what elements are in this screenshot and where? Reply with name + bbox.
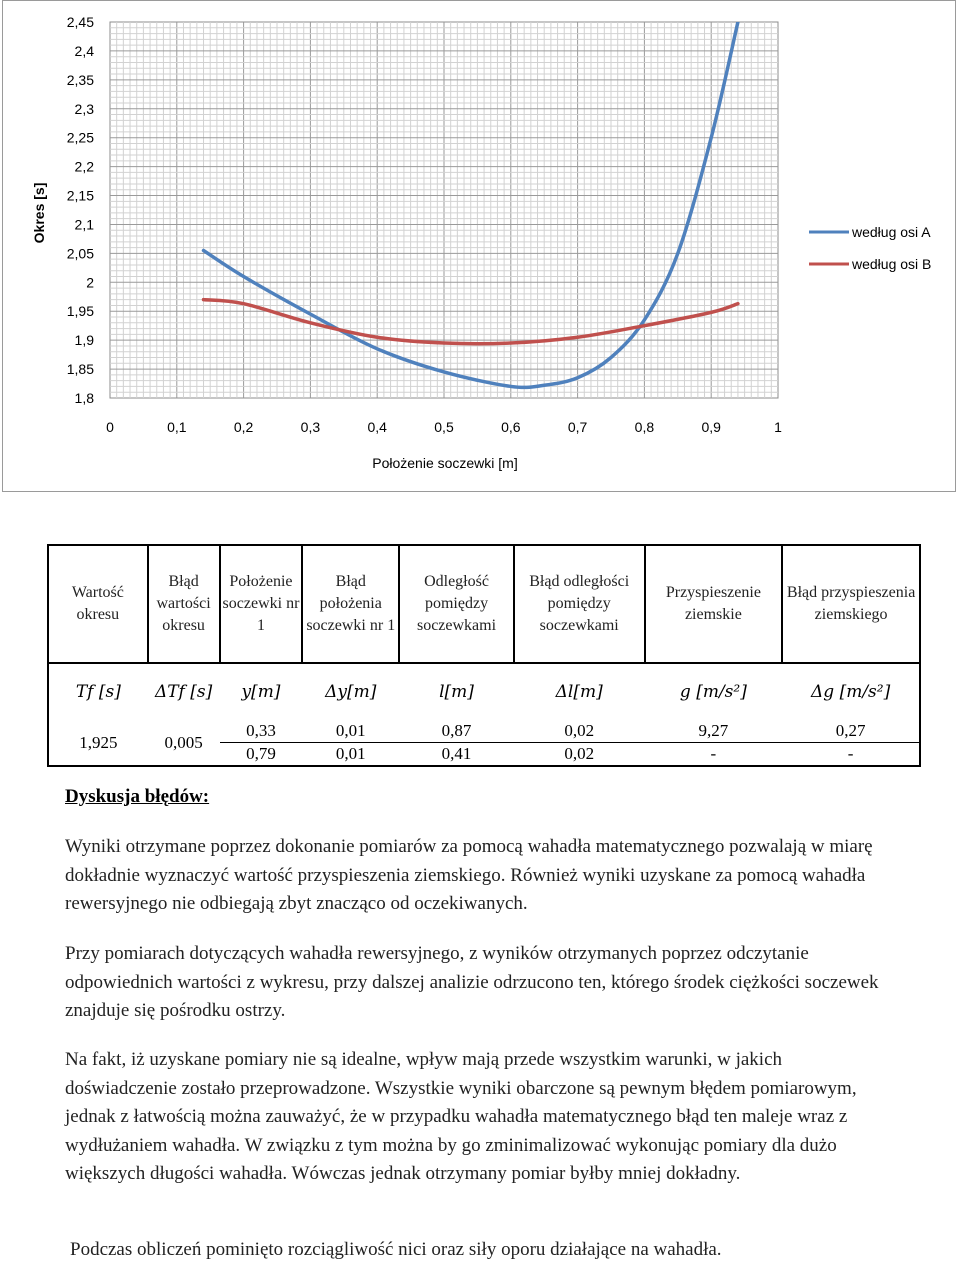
symbol-cell: Δl[m] xyxy=(555,682,603,702)
symbol-cell: ΔTf [s] xyxy=(154,682,213,702)
header-row xyxy=(48,545,920,663)
symbol-row xyxy=(48,663,920,720)
header-lens-distance-error: Błąd odległości pomiędzy soczewkami xyxy=(514,545,645,663)
y-tick-label: 2,3 xyxy=(74,100,94,117)
x-tick-label: 0,2 xyxy=(233,419,254,435)
table-cell: - xyxy=(782,743,920,767)
legend-label-a: według osi A xyxy=(852,224,931,240)
table-cell: 0,02 xyxy=(564,721,595,740)
table-cell: 9,27 xyxy=(698,721,729,740)
y-tick-label: 2,4 xyxy=(74,42,94,59)
discussion-paragraph-1: Wyniki otrzymane poprzez dokonanie pomiarów za pomocą wahadła matematycznego pozwalają w miarę dokładnie wyznaczyć wartość przyspieszenia ziemskiego. Również wyniki uzyskane za pomocą wahadła rewersyjnego nie odbiegają zbyt znacząco od oczekiwanych. xyxy=(65,836,873,914)
symbol-cell: Tf [s] xyxy=(75,682,121,702)
period-value: 1,925 xyxy=(79,732,118,752)
period-chart xyxy=(3,1,957,493)
x-axis-title: Położenie soczewki [m] xyxy=(372,455,518,471)
y-tick-label: 2,45 xyxy=(66,14,94,30)
header-lens-position: Położenie soczewki nr 1 xyxy=(220,545,303,663)
results-table xyxy=(47,544,921,767)
y-tick-label: 2 xyxy=(86,274,94,291)
table-cell: 0,41 xyxy=(399,743,514,767)
y-axis-title: Okres [s] xyxy=(31,182,47,244)
period-error-value: 0,005 xyxy=(164,732,203,752)
symbol-cell: Δy[m] xyxy=(325,682,377,702)
table-cell: 0,33 xyxy=(246,721,276,740)
header-period: Wartość okresu xyxy=(48,545,148,663)
x-tick-label: 0,5 xyxy=(434,419,454,435)
table-cell: 0,87 xyxy=(441,721,472,740)
table-cell: 0,01 xyxy=(335,721,366,740)
table-cell: 0,27 xyxy=(835,721,866,740)
x-tick-label: 0,3 xyxy=(300,419,321,435)
x-tick-labels xyxy=(106,419,782,435)
y-tick-label: 2,1 xyxy=(74,216,94,233)
y-tick-label: 2,2 xyxy=(74,158,94,175)
x-tick-label: 0,9 xyxy=(701,419,721,435)
x-tick-label: 0,6 xyxy=(501,419,521,435)
y-tick-label: 1,95 xyxy=(66,303,94,320)
discussion-paragraph-2: Przy pomiarach dotyczących wahadła rewersyjnego, z wyników otrzymanych poprzez odczytanie odpowiednich wartości z wykresu, przy dalszej analizie odrzucono ten, którego środek ciężkości soczewek znajduje się pośrodku ostrzy. xyxy=(65,943,879,1021)
x-tick-label: 1 xyxy=(774,419,782,435)
symbol-cell: l[m] xyxy=(439,682,474,702)
table-cell: 0,01 xyxy=(302,743,399,767)
discussion-paragraph-3: Na fakt, iż uzyskane pomiary nie są idealne, wpływ mają przede wszystkim warunki, w jakich doświadczenie zostało przeprowadzone. Wszystkie wyniki obarczone są pewnym błędem pomiarowym, jednak z łatwością można zauważyć, że w przypadku wahadła matematycznego błąd ten maleje wraz z wydłużaniem wahadła. W związku z tym można by go zminimalizować wykonując pomiary dla dużo większych długości wahadła. Wówczas jednak otrzymany pomiar byłby mniej dokładny. xyxy=(65,1049,857,1184)
header-gravity: Przyspieszenie ziemskie xyxy=(645,545,783,663)
y-tick-label: 2,05 xyxy=(66,245,94,262)
discussion-heading: Dyskusja błędów: xyxy=(65,786,210,807)
symbol-cell: Δg [m/s²] xyxy=(811,682,891,702)
table-cell: 0,02 xyxy=(514,743,645,767)
legend-label-b: według osi B xyxy=(852,256,932,272)
header-period-error: Błąd wartości okresu xyxy=(148,545,220,663)
y-tick-label: 1,8 xyxy=(74,390,94,406)
chart-frame xyxy=(2,0,956,492)
table-cell: 0,79 xyxy=(220,743,303,767)
x-tick-label: 0,7 xyxy=(567,419,588,435)
x-tick-label: 0,1 xyxy=(167,419,187,435)
y-tick-label: 2,35 xyxy=(66,71,94,88)
x-tick-label: 0,8 xyxy=(634,419,655,435)
symbol-cell: g [m/s²] xyxy=(679,682,747,702)
x-tick-label: 0,4 xyxy=(367,419,387,435)
table-row xyxy=(48,720,920,743)
table-cell: - xyxy=(645,743,783,767)
x-tick-label: 0 xyxy=(106,419,114,435)
header-lens-position-error: Błąd położenia soczewki nr 1 xyxy=(302,545,399,663)
y-tick-label: 1,9 xyxy=(74,332,94,349)
discussion-paragraph-4: Podczas obliczeń pominięto rozciągliwość nici oraz siły oporu działające na wahadła. xyxy=(70,1239,722,1260)
legend xyxy=(809,224,931,272)
y-tick-label: 2,15 xyxy=(66,187,94,204)
header-lens-distance: Odległość pomiędzy soczewkami xyxy=(399,545,514,663)
y-tick-label: 2,25 xyxy=(66,129,94,146)
symbol-cell: y[m] xyxy=(241,682,281,702)
y-tick-label: 1,85 xyxy=(66,361,94,378)
header-gravity-error: Błąd przyspieszenia ziemskiego xyxy=(782,545,920,663)
y-tick-labels xyxy=(67,14,94,406)
